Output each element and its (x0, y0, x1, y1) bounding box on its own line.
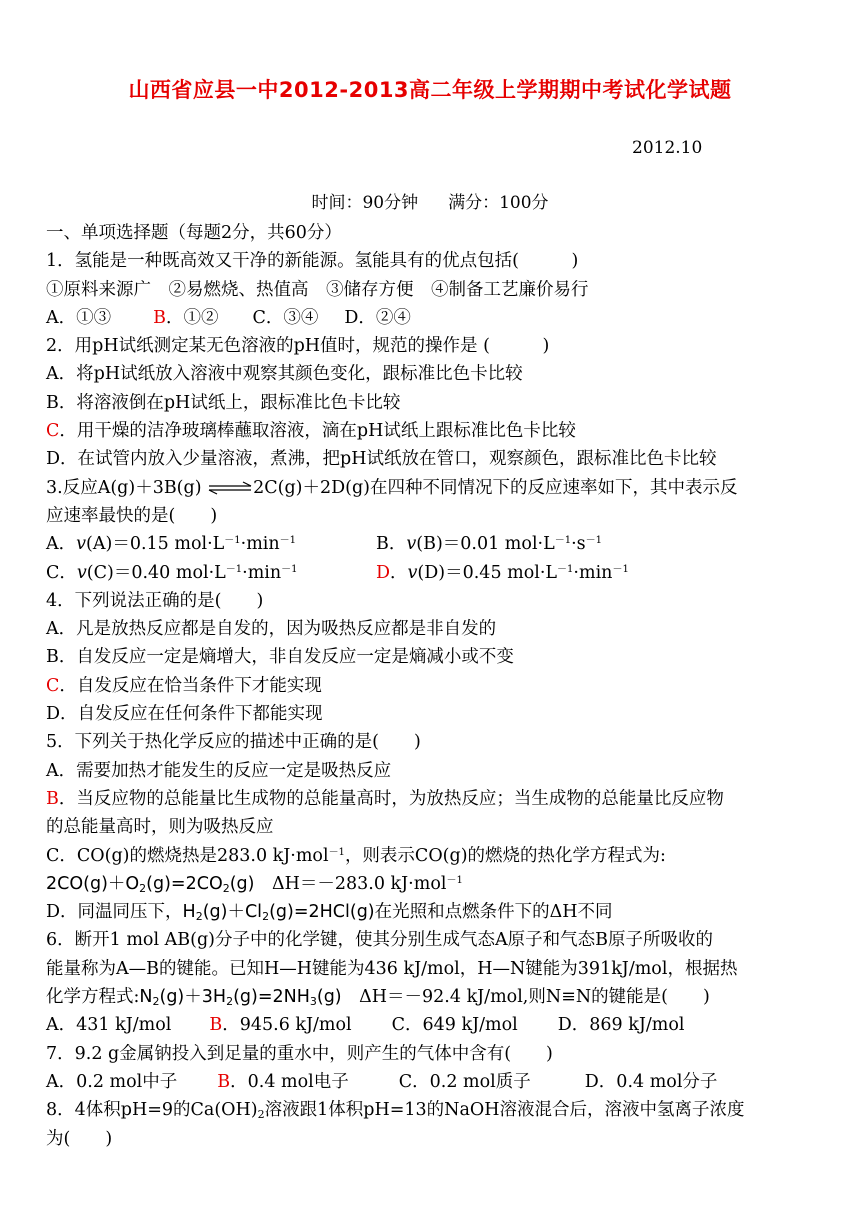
q3-d-exp1: －1 (557, 563, 574, 575)
q3-answer-marker: D (376, 562, 391, 583)
q6-answer-marker: B (209, 1015, 223, 1036)
q3-stem-post: 2C(g)＋2D(g)在四种不同情况下的反应速率如下，其中表示反 (253, 477, 738, 498)
q6-eq-post: ΔH＝－92.4 kJ/mol,则N≡N的键能是( ) (341, 987, 710, 1008)
q1-stem: 1．氢能是一种既高效又干净的新能源。氢能具有的优点包括( ) (46, 251, 579, 272)
q5-d-pre: D．同温同压下， (46, 902, 183, 923)
exam-score: 满分：100分 (448, 193, 549, 213)
q4-option-c (46, 672, 826, 700)
q3-stem (46, 474, 826, 502)
q3-a-unit: ·min (240, 534, 280, 555)
q5-option-b (46, 785, 826, 813)
q5-d-h: H (182, 902, 196, 923)
q5-option-b-text: ．当反应物的总能量比生成物的总能量高时，为放热反应；当生成物的总能量比反应物 (58, 788, 724, 809)
q5-c-text: C．CO(g)的燃烧热是283.0 kJ·mol (46, 845, 329, 866)
q5-option-a: A．需要加热才能发生的反应一定是吸热反应 (46, 760, 392, 781)
q5-eq-exp: －1 (446, 874, 463, 886)
q8-stem (46, 1096, 826, 1124)
q5-eq-formula (46, 874, 255, 894)
q6-stem-equation (46, 983, 826, 1011)
q7-option-d: D．0.4 mol分子 (584, 1071, 718, 1092)
q3-c-unit: ·min (242, 562, 282, 583)
q6-nh-sub: 3 (309, 995, 317, 1009)
q4-option-c-text: ．自发反应在恰当条件下才能实现 (59, 675, 322, 696)
q3-a-text: (A)＝0.15 mol·L (86, 534, 225, 555)
q3-c-exp1: －1 (225, 563, 243, 575)
q3-stem-pre: 3.反应A(g)＋3B(g) (46, 477, 208, 498)
q5-eq-part2: (g)=2CO (146, 873, 223, 894)
q7-option-a: A．0.2 mol中子 (46, 1071, 178, 1092)
q6-option-b: ．945.6 kJ/mol (222, 1015, 352, 1036)
q5-d-sub2: 2 (262, 910, 270, 924)
q4-stem: 4．下列说法正确的是( ) (46, 590, 264, 611)
q1-option-b: ．①② (166, 307, 219, 328)
q3-d-text: (D)＝0.45 mol·L (417, 562, 558, 583)
q5-option-d (46, 898, 826, 926)
q5-option-c (46, 842, 826, 870)
q2-stem: 2．用pH试纸测定某无色溶液的pH值时，规范的操作是 ( ) (46, 336, 550, 357)
q2-option-b: B．将溶液倒在pH试纸上，跟标准比色卡比较 (46, 392, 401, 413)
q7-options (46, 1068, 826, 1096)
q6-option-c: C．649 kJ/mol (391, 1015, 518, 1036)
q2-option-a: A．将pH试纸放入溶液中观察其颜色变化，跟标准比色卡比较 (46, 364, 523, 385)
q1-options (46, 304, 826, 332)
q5-c-post: ，则表示CO(g)的燃烧的热化学方程式为: (344, 845, 666, 866)
q6-options (46, 1011, 826, 1039)
q4-answer-marker: C (46, 675, 60, 696)
q3-a-exp2: －1 (279, 535, 297, 547)
q5-eq-part3: (g) (229, 873, 255, 894)
q8-stem-cont: 为( ) (46, 1128, 113, 1149)
exam-meta (0, 188, 860, 213)
q3-option-b (376, 534, 602, 554)
q3-a-var: v (76, 534, 87, 555)
q7-option-b: ．0.4 mol电子 (230, 1071, 349, 1092)
q1-items: ①原料来源广 ②易燃烧、热值高 ③储存方便 ④制备工艺廉价易行 (46, 279, 589, 300)
q4-option-d: D．自发反应在任何条件下都能实现 (46, 704, 323, 725)
q6-n-sub: 2 (152, 995, 160, 1009)
section-heading: 一、单项选择题（每题2分，共60分） (46, 223, 342, 243)
q5-eq-sub1: 2 (139, 881, 147, 895)
q8-stem-sub: 2 (257, 1108, 265, 1122)
q6-option-a: A．431 kJ/mol (46, 1015, 172, 1036)
q3-c-var: v (76, 562, 87, 583)
q4-option-a: A．凡是放热反应都是自发的，因为吸热反应都是非自发的 (46, 619, 497, 640)
q6-option-d: D．869 kJ/mol (557, 1015, 685, 1036)
q7-stem: 7．9.2 g金属钠投入到足量的重水中，则产生的气体中含有( ) (46, 1043, 553, 1064)
q3-d-unit: ·min (573, 562, 613, 583)
q2-answer-marker: C (46, 421, 60, 442)
q6-stem-cont: 能量称为A—B的键能。已知H—H键能为436 kJ/mol，H—N键能为391kJ/mol，根据热 (46, 958, 738, 979)
q5-d-end: (g)=2HCl(g) (269, 902, 375, 923)
q8-stem-post: 溶液跟1体积pH=13的NaOH溶液混合后，溶液中氢离子浓度 (264, 1100, 745, 1121)
q5-d-sub1: 2 (195, 910, 203, 924)
q3-options-ab (46, 530, 826, 558)
q6-h-sub: 2 (226, 995, 234, 1009)
q5-answer-marker: B (46, 788, 59, 809)
q1-option-c: C．③④ (252, 307, 319, 328)
q4-option-b: B．自发反应一定是熵增大，非自发反应一定是熵减小或不变 (46, 647, 514, 668)
q3-b-var: v (406, 534, 417, 555)
exam-title: 山西省应县一中2012-2013高二年级上学期期中考试化学试题 (128, 78, 732, 102)
q7-answer-marker: B (217, 1071, 231, 1092)
q8-stem-pre: 8．4体积pH=9的Ca(OH) (46, 1100, 258, 1121)
q3-c-exp2: －1 (281, 563, 298, 575)
q2-option-d: D．在试管内放入少量溶液，煮沸，把pH试纸放在管口，观察颜色，跟标准比色卡比较 (46, 449, 717, 470)
q2-option-c-text: ．用干燥的洁净玻璃棒蘸取溶液，滴在pH试纸上跟标准比色卡比较 (59, 421, 576, 442)
q6-n-end: (g)=2NH (233, 987, 310, 1008)
q2-option-c (46, 417, 826, 445)
q5-equation (46, 870, 826, 898)
equilibrium-arrow-icon (207, 481, 253, 495)
q7-option-c: C．0.2 mol质子 (398, 1071, 531, 1092)
q3-a-exp1: －1 (224, 535, 241, 547)
q6-eq-pre: 化学方程式: (46, 987, 140, 1008)
exam-time: 时间：90分钟 (311, 193, 419, 213)
q3-stem-cont: 应速率最快的是( ) (46, 505, 218, 526)
q5-eq-part1: 2CO(g)＋O (46, 873, 140, 894)
q6-eq-formula (139, 987, 341, 1007)
q5-stem: 5．下列关于热化学反应的描述中正确的是( ) (46, 732, 421, 753)
q3-a-label: A． (46, 534, 77, 555)
q3-c-text: (C)＝0.40 mol·L (86, 562, 226, 583)
q6-stem: 6．断开1 mol AB(g)分子中的化学键，使其分别生成气态A原子和气态B原子所吸收的 (46, 930, 713, 951)
q5-eq-sub2: 2 (222, 881, 230, 895)
q3-option-a (46, 530, 376, 558)
q3-d-var: v (407, 562, 418, 583)
q3-b-text: (B)＝0.01 mol·L (416, 534, 555, 555)
q5-d-post: 在光照和点燃条件下的ΔH不同 (374, 902, 613, 923)
q3-options-cd (46, 559, 826, 587)
q1-option-d: D．②④ (344, 307, 411, 328)
q6-n: N (139, 987, 153, 1008)
q6-n-mid: (g)＋3H (159, 987, 227, 1008)
q5-d-mid: (g)＋Cl (202, 902, 263, 923)
q3-option-c (46, 559, 376, 587)
question-list (46, 219, 826, 1153)
q3-b-exp2: －1 (585, 535, 603, 547)
q1-option-a: A．①③ (46, 307, 112, 328)
q3-b-unit: ·s (571, 534, 586, 555)
q1-answer-marker: B (153, 307, 167, 328)
q3-c-label: C． (46, 562, 77, 583)
q5-d-formula (183, 902, 375, 922)
q5-eq-dh: ΔH＝－283.0 kJ·mol (254, 873, 447, 894)
q3-option-d (376, 563, 629, 583)
exam-date: 2012.10 (632, 138, 703, 158)
q5-option-b-cont: 的总能量高时，则为吸热反应 (46, 817, 274, 838)
q3-b-label: B． (376, 534, 407, 555)
q3-b-exp1: －1 (554, 535, 572, 547)
q3-d-exp2: －1 (612, 563, 629, 575)
q5-c-exp: －1 (328, 846, 345, 858)
q3-d-label: ． (390, 562, 408, 583)
q6-n-tail: (g) (316, 987, 342, 1008)
